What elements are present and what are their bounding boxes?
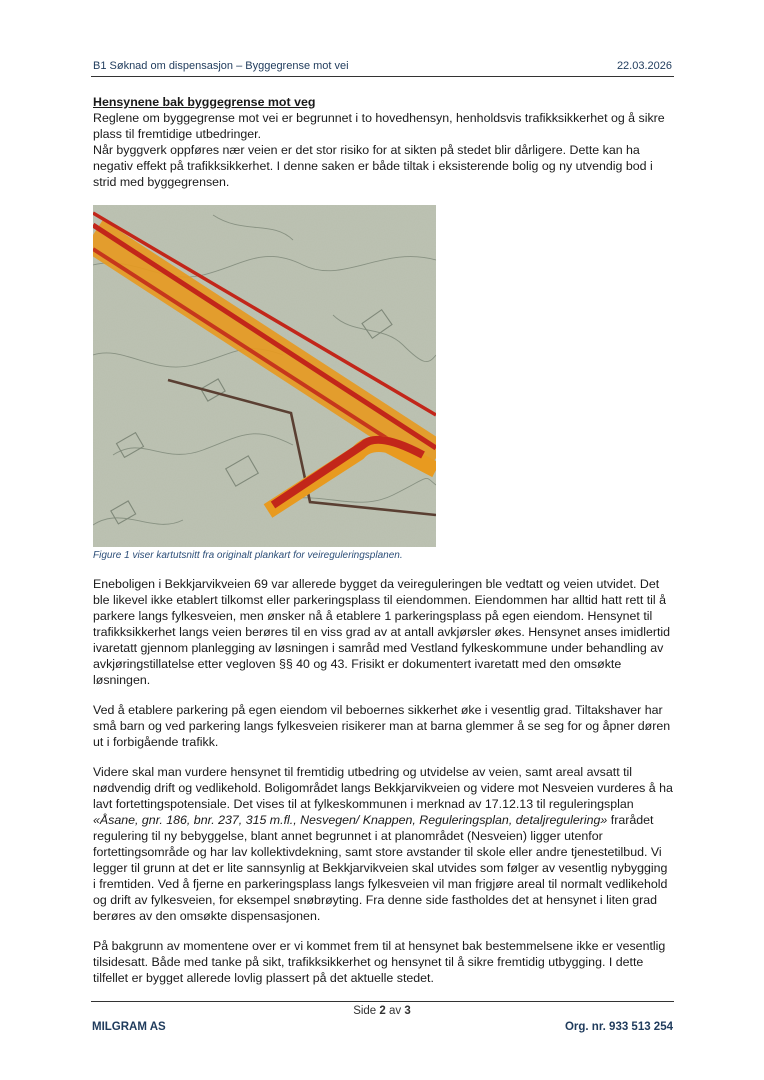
intro-paragraph-1: Reglene om byggegrense mot vei er begrunnet i to hovedhensyn, henholdsvis trafikksikkerhet og å sikre plass til fremtidige utbedringer.: [93, 111, 665, 141]
intro-paragraph-2: Når byggverk oppføres nær veien er det stor risiko for at sikten på stedet blir dårligere. Dette kan ha negativ effekt på trafikksikkerhet. I denne saken er både tiltak i eksisterende bolig og ny utvendig bod i strid med byggegrensen.: [93, 143, 653, 189]
document-title: B1 Søknad om dispensasjon – Byggegrense mot vei: [93, 60, 349, 72]
company-name: MILGRAM AS: [92, 1021, 166, 1033]
org-number: Org. nr. 933 513 254: [564, 1021, 673, 1033]
page-number: [0, 1005, 764, 1017]
page-prefix: Side: [353, 1005, 377, 1017]
page-total: 3: [404, 1005, 411, 1017]
page-header: [91, 58, 674, 77]
section-heading: Hensynene bak byggegrense mot veg: [93, 95, 316, 109]
body-paragraph-3-part-a: Videre skal man vurdere hensynet til fremtidig utbedring og utvidelse av veien, samt areal avsatt til nødvendig drift og vedlikehold. Boligområdet langs Bekkjarvikveien og videre mot Nesveien vurderes å ha lavt fortettingspotensiale. Det vises til at fylkeskommunen i merknad av 17.12.13 til reguleringsplan: [93, 765, 673, 811]
document-date: 22.03.2026: [616, 60, 672, 72]
page-content: [93, 94, 673, 986]
body-paragraph-4: På bakgrunn av momentene over er vi kommet frem til at hensynet bak bestemmelsene ikke er vesentlig tilsidesatt. Både med tanke på sikt, trafikksikkerhet og hensynet til å sikre fremtidig utbygging. I dette tilfellet er bygget allerede lovlig plassert på det aktuelle stedet.: [93, 939, 666, 985]
page-current: 2: [379, 1005, 386, 1017]
page-separator: av: [389, 1005, 402, 1017]
plan-map-figure: [93, 205, 436, 547]
body-paragraph-3: [93, 764, 673, 924]
figure-caption: Figure 1 viser kartutsnitt fra originalt plankart for veireguleringsplanen.: [93, 550, 403, 561]
footer-divider: [91, 1001, 674, 1002]
plan-map-image: [93, 205, 436, 547]
body-paragraph-1: Eneboligen i Bekkjarvikveien 69 var allerede bygget da veireguleringen ble vedtatt og veien utvidet. Det ble likevel ikke etablert tilkomst eller parkeringsplass til eiendommen. Eiendommen har alltid hatt rett til å parkere langs fylkesveien, men ønsker nå å etablere 1 parkeringsplass på egen eiendom. Hensynet til trafikksikkerhet langs veien berøres til en viss grad av at antall avkjørsler økes. Hensynet anses imidlertid ivaretatt gjennom planlegging av løsningen i samråd med Vestland fylkeskommune under behandling av avkjøringstillatelse etter vegloven §§ 40 og 43. Frisikt er dokumentert ivaretatt med den omsøkte løsningen.: [93, 577, 671, 687]
body-paragraph-3-part-b: frarådet regulering til ny bebyggelse, blant annet begrunnet i at planområdet (Nesveien) ligger utenfor fortettingsområde og har lav kollektivdekning, samt store avstander til skole eller andre tjenestetilbud. Vi legger til grunn at det er lite sannsynlig at Bekkjarvikveien skal utvides som følger av vesentlig nybygging i fremtiden. Ved å fjerne en parkeringsplass langs fylkesveien vil man frigjøre areal til normalt vedlikehold og drift av fylkesveien, for eksempel snøbrøyting. Fra denne side fastholdes det at hensynet i liten grad berøres av den omsøkte dispensasjonen.: [93, 813, 668, 923]
plan-reference: «Åsane, gnr. 186, bnr. 237, 315 m.fl., Nesvegen/ Knappen, Reguleringsplan, detaljregulering»: [93, 813, 608, 827]
body-paragraph-2: Ved å etablere parkering på egen eiendom vil beboernes sikkerhet øke i vesentlig grad. Tiltakshaver har små barn og ved parkering langs fylkesveien risikerer man at barna glemmer å se seg for og åpner døren ut i forbigående trafikk.: [93, 703, 671, 749]
